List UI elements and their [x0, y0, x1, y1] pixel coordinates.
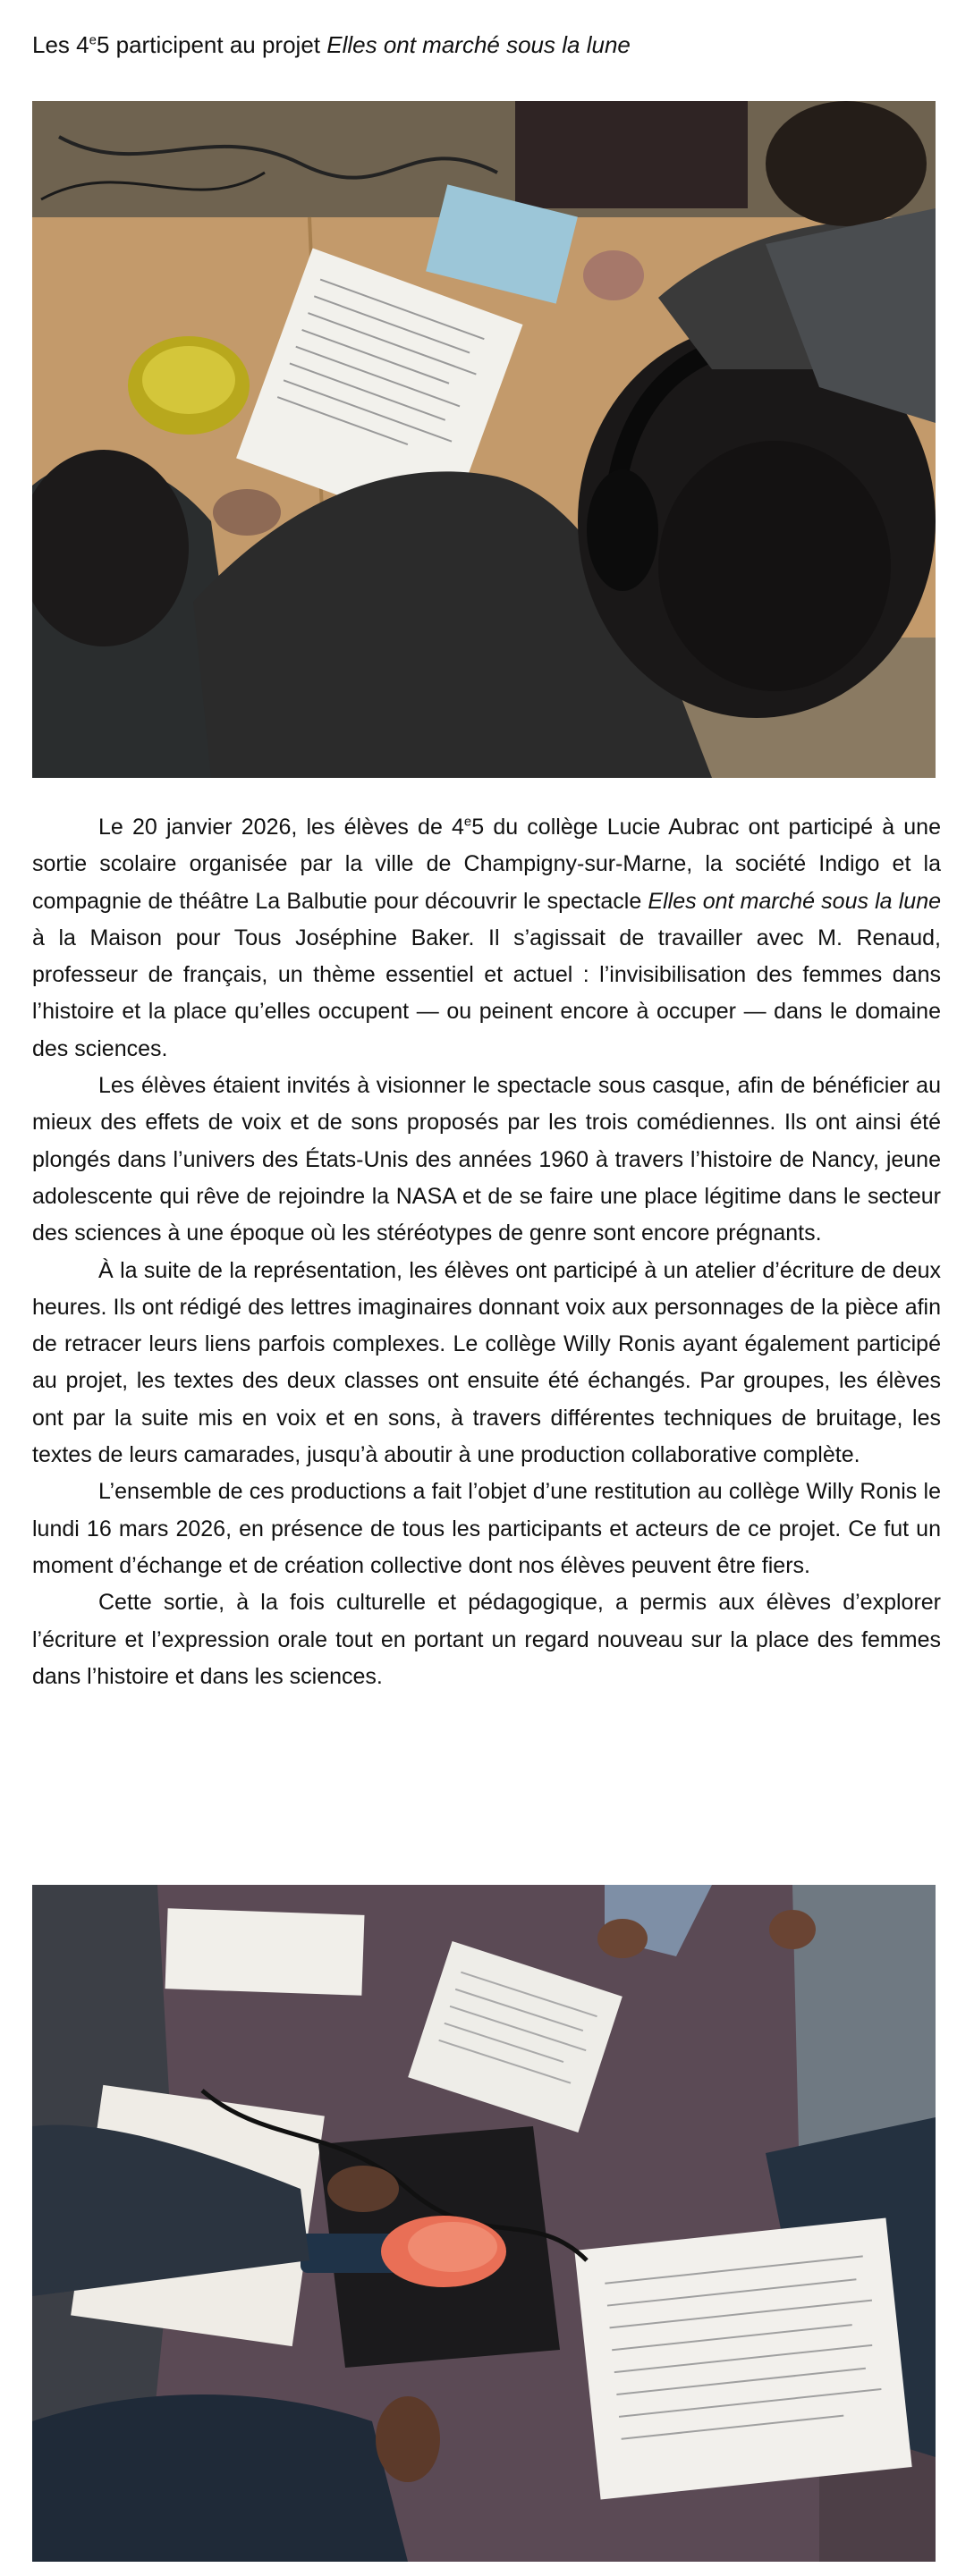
p1-show-title: Elles ont marché sous la lune — [648, 888, 942, 914]
paragraph-3: À la suite de la représentation, les élèves ont participé à un atelier d’écriture de deux heures. Ils ont rédigé des lettres imaginaires donnant voix aux personnages de la pièce afin de retracer leurs liens parfois complexes. Le collège Willy Ronis ayant également participé au projet, les textes des deux classes ont ensuite été échangés. Par groupes, les élèves ont par la suite mis en voix et en sons, à travers différentes techniques de bruitage, les textes de leurs camarades, jusqu’à aboutir à une production collaborative complète. — [32, 1257, 941, 1468]
title-prefix: Les 4 — [32, 31, 89, 58]
paragraph-5: Cette sortie, à la fois culturelle et pédagogique, a permis aux élèves d’explorer l’écriture et l’expression orale tout en portant un regard nouveau sur la place des femmes dans l’histoire et dans les sciences. — [32, 1590, 941, 1689]
photo-students-headphones-writing — [32, 101, 936, 778]
p1-sup: e — [463, 814, 472, 830]
paragraph-1 — [32, 809, 941, 1068]
photo-1-illustration — [32, 101, 936, 778]
p1-part-b: 5 du collège Lucie Aubrac ont participé à une sortie scolaire organisée par la ville de Champigny-sur-Marne, la société Indigo et la compagnie de théâtre La Balbutie pour découvrir le spectacle — [32, 815, 941, 914]
p1-part-a: Le 20 janvier 2026, les élèves de 4 — [98, 815, 464, 840]
paragraph-2: Les élèves étaient invités à visionner le spectacle sous casque, afin de bénéficier au mieux des effets de voix et de sons proposés par les trois comédiennes. Ils ont ainsi été plongés dans l’univers des États-Unis des années 1960 à travers l’histoire de Nancy, jeune adolescente qui rêve de rejoindre la NASA et de se faire une place légitime dans le secteur des sciences à une époque où les stéréotypes de genre sont encore prégnants. — [32, 1073, 941, 1246]
photo-students-microphone-recording — [32, 1885, 936, 2562]
article-body — [32, 809, 941, 1695]
paragraph-4: L’ensemble de ces productions a fait l’objet d’une restitution au collège Willy Ronis le lundi 16 mars 2026, en présence de tous les participants et acteurs de ce projet. Ce fut un moment d’échange et de création collective dont nos élèves peuvent être fiers. — [32, 1479, 941, 1578]
p1-part-c: à la Maison pour Tous Joséphine Baker. Il s’agissait de travailler avec M. Renaud, professeur de français, un thème essentiel et actuel : l’invisibilisation des femmes dans l’histoire et la place qu’elles occupent — ou peinent encore à occuper — dans le domaine des sciences. — [32, 925, 941, 1061]
photo-2-illustration — [32, 1885, 936, 2562]
title-project-name: Elles ont marché sous la lune — [326, 31, 631, 58]
title-sup: e — [89, 32, 97, 48]
page-title — [32, 27, 631, 63]
title-suffix: 5 participent au projet — [96, 31, 327, 58]
